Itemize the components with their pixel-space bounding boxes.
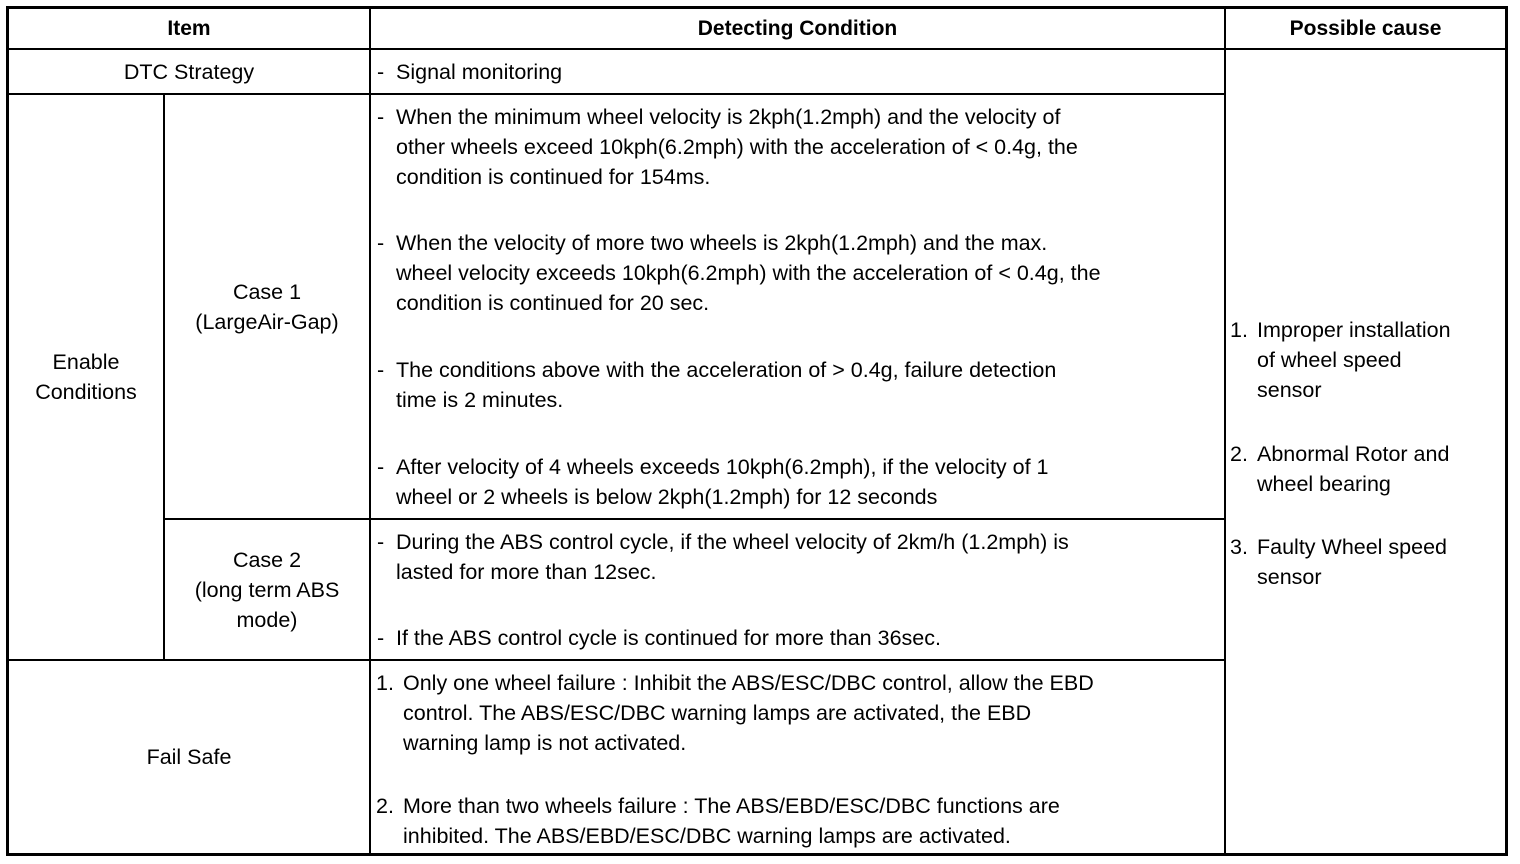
case1-condition-1	[377, 102, 1078, 192]
condition-line: When the minimum wheel velocity is 2kph(1.2mph) and the velocity of	[396, 105, 1061, 129]
condition-line: other wheels exceed 10kph(6.2mph) with the acceleration of < 0.4g, the	[396, 135, 1078, 159]
fail-safe-line: inhibited. The ABS/EBD/ESC/DBC warning lamps are activated.	[403, 824, 1011, 848]
fail-safe-label: Fail Safe	[146, 745, 232, 769]
condition-line: The conditions above with the acceleration of > 0.4g, failure detection	[396, 358, 1057, 382]
condition-line: After velocity of 4 wheels exceeds 10kph(6.2mph), if the velocity of 1	[396, 455, 1049, 479]
bullet: -	[377, 60, 385, 84]
condition-line: wheel or 2 wheels is below 2kph(1.2mph) for 12 seconds	[396, 485, 938, 509]
enable-conditions-label	[9, 95, 163, 659]
item-number: 1.	[376, 671, 394, 695]
fail-safe-line: Only one wheel failure : Inhibit the ABS/ESC/DBC control, allow the EBD	[403, 671, 1094, 695]
bullet: -	[377, 626, 385, 650]
case2-condition-2	[377, 623, 941, 653]
fail-safe-item-2	[376, 791, 1060, 851]
condition-line: condition is continued for 154ms.	[396, 165, 711, 189]
cause-line: wheel bearing	[1257, 472, 1391, 496]
case1-label-line1: Case 1	[232, 279, 302, 304]
enable-conditions-line1: Enable	[52, 350, 120, 374]
cause-column-divider	[1224, 6, 1226, 856]
cause-line: Abnormal Rotor and	[1257, 442, 1450, 466]
case2-condition-1	[377, 527, 1069, 587]
item-number: 2.	[376, 794, 394, 818]
header-detecting-condition: Detecting Condition	[697, 16, 898, 40]
item-column-divider	[369, 6, 371, 856]
item-number: 1.	[1230, 318, 1248, 342]
cause-line: sensor	[1257, 565, 1322, 589]
header-item: Item	[167, 16, 211, 40]
enable-conditions-line2: Conditions	[35, 380, 137, 404]
item-number: 2.	[1230, 442, 1248, 466]
case1-condition-3	[377, 355, 1056, 415]
condition-line: When the velocity of more two wheels is 2kph(1.2mph) and the max.	[396, 231, 1048, 255]
cause-line: Faulty Wheel speed	[1257, 535, 1448, 559]
header-possible-cause: Possible cause	[1289, 16, 1442, 40]
condition-line: During the ABS control cycle, if the wheel velocity of 2km/h (1.2mph) is	[396, 530, 1069, 554]
bullet: -	[377, 231, 385, 255]
case1-label	[165, 95, 369, 518]
bullet: -	[377, 530, 385, 554]
bullet: -	[377, 358, 385, 382]
fail-safe-line: More than two wheels failure : The ABS/EBD/ESC/DBC functions are	[403, 794, 1060, 818]
dtc-strategy-label: DTC Strategy	[123, 59, 255, 84]
condition-line: wheel velocity exceeds 10kph(6.2mph) with the acceleration of < 0.4g, the	[396, 261, 1101, 285]
condition-line: condition is continued for 20 sec.	[396, 291, 710, 315]
cause-line: of wheel speed	[1257, 348, 1402, 372]
bullet: -	[377, 105, 385, 129]
possible-cause-3	[1230, 532, 1447, 592]
possible-cause-1	[1230, 315, 1451, 405]
item-number: 3.	[1230, 535, 1248, 559]
case1-condition-2	[377, 228, 1101, 318]
fail-safe-item-1	[376, 668, 1094, 758]
dtc-strategy-value	[377, 57, 562, 87]
fail-safe-line: control. The ABS/ESC/DBC warning lamps are activated, the EBD	[403, 701, 1032, 725]
dtc-strategy-text: Signal monitoring	[396, 60, 563, 84]
condition-line: time is 2 minutes.	[396, 388, 564, 412]
case1-label-line2: (LargeAir-Gap)	[195, 309, 339, 334]
case2-label-line3: mode)	[236, 607, 298, 632]
fail-safe-line: warning lamp is not activated.	[403, 731, 687, 755]
cause-line: Improper installation	[1257, 318, 1451, 342]
possible-cause-2	[1230, 439, 1449, 499]
table-border-bottom	[6, 853, 1508, 856]
cause-line: sensor	[1257, 378, 1322, 402]
condition-line: lasted for more than 12sec.	[396, 560, 657, 584]
case1-condition-4	[377, 452, 1049, 512]
condition-line: If the ABS control cycle is continued for more than 36sec.	[396, 626, 941, 650]
bullet: -	[377, 455, 385, 479]
case2-label-line1: Case 2	[232, 547, 302, 572]
table-border-right	[1505, 6, 1508, 856]
case2-label	[165, 520, 369, 659]
case2-label-line2: (long term ABS	[194, 577, 340, 602]
